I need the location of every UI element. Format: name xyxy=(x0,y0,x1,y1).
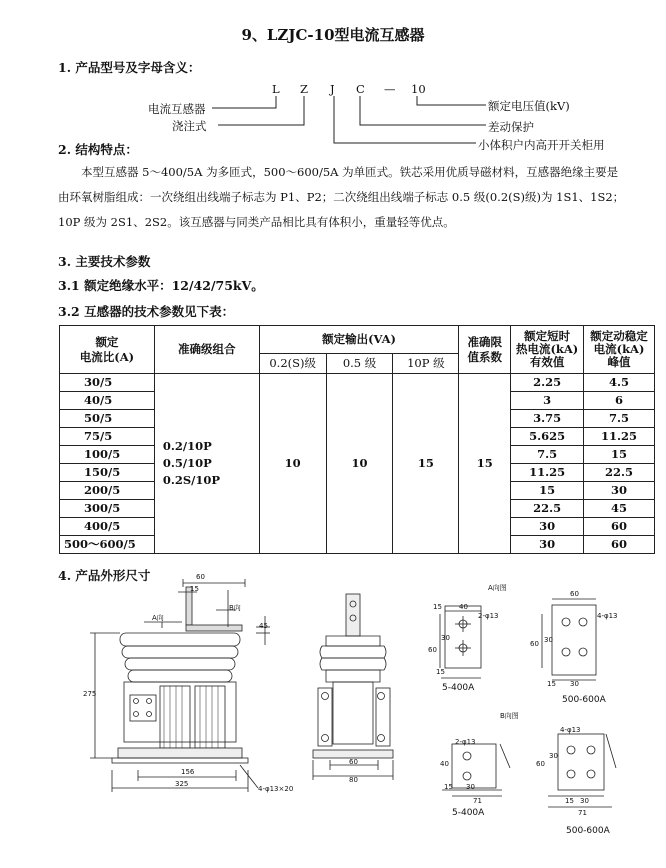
structure-paragraph xyxy=(58,160,654,235)
dim-a2-60b: 60 xyxy=(530,640,539,648)
caption-a-5-400a: 5-400A xyxy=(442,683,475,693)
cell-thermal: 2.25 xyxy=(511,374,584,392)
model-letter-j: J xyxy=(330,82,335,96)
header-out-05: 0.5 级 xyxy=(326,354,393,374)
dim-a2-holes: 4-φ13 xyxy=(597,612,618,620)
header-output: 额定输出(VA) xyxy=(259,326,459,354)
cell-dynamic: 11.25 xyxy=(584,428,655,446)
structure-line-3: 10P 级为 2S1、2S2。该互感器与同类产品相比具有体积小，重量轻等优点。 xyxy=(58,215,455,229)
cell-thermal: 11.25 xyxy=(511,464,584,482)
spec-table xyxy=(59,325,655,554)
model-dash: — xyxy=(384,82,396,96)
header-accuracy: 准确级组合 xyxy=(154,326,259,374)
cell-ratio: 100/5 xyxy=(60,446,155,464)
dim-front-15: 15 xyxy=(190,585,199,593)
header-ratio: 额定 电流比(A) xyxy=(60,326,155,374)
structure-line-2: 由环氧树脂组成：一次绕组出线端子标志为 P1、P2；二次绕组出线端子标志 0.5 级(0.2(S)级)为 1S1、1S2； xyxy=(58,190,625,204)
model-code-leader-lines xyxy=(0,0,666,160)
dim-a2-30: 30 xyxy=(544,636,553,644)
dim-a2-60: 60 xyxy=(570,590,579,598)
dim-b2-60: 60 xyxy=(536,760,545,768)
dim-b2-holes: 4-φ13 xyxy=(560,726,581,734)
cell-thermal: 3 xyxy=(511,392,584,410)
header-out-02s: 0.2(S)级 xyxy=(259,354,326,374)
dim-front-275: 275 xyxy=(83,690,97,698)
dim-front-45: 45 xyxy=(259,622,268,630)
cell-dynamic: 30 xyxy=(584,482,655,500)
header-dynamic: 额定动稳定 电流(kA) 峰值 xyxy=(584,326,655,374)
cell-ratio: 150/5 xyxy=(60,464,155,482)
cell-dynamic: 45 xyxy=(584,500,655,518)
cell-alf: 15 xyxy=(459,374,511,554)
cell-thermal: 5.625 xyxy=(511,428,584,446)
section-3-heading: 3. 主要技术参数 xyxy=(58,254,151,269)
section-4-heading: 4. 产品外形尺寸 xyxy=(58,568,151,583)
label-current-transformer: 电流互感器 xyxy=(148,102,206,116)
dim-side-60: 60 xyxy=(349,758,358,766)
front-view-drawing xyxy=(90,579,270,792)
cell-ratio: 40/5 xyxy=(60,392,155,410)
dim-b1-15: 15 xyxy=(444,783,453,791)
label-small-indoor-switchgear: 小体积户内高开开关柜用 xyxy=(478,138,605,152)
structure-line-1: 本型互感器 5～400/5A 为多匝式，500～600/5A 为单匝式。铁芯采用优质导磁材料，互感器绝缘主要是 xyxy=(81,165,619,179)
cell-thermal: 15 xyxy=(511,482,584,500)
dim-front-60: 60 xyxy=(196,573,205,581)
caption-b-5-400a: 5-400A xyxy=(452,808,485,818)
label-a-direction: A向 xyxy=(152,614,164,622)
section-2-heading: 2. 结构特点： xyxy=(58,142,138,157)
cell-thermal: 30 xyxy=(511,518,584,536)
cell-thermal: 3.75 xyxy=(511,410,584,428)
cell-dynamic: 4.5 xyxy=(584,374,655,392)
cell-out-05: 10 xyxy=(326,374,393,554)
label-b-direction: B向 xyxy=(229,604,241,612)
cell-ratio: 400/5 xyxy=(60,518,155,536)
dim-b2-71: 71 xyxy=(578,809,587,817)
model-letter-c: C xyxy=(356,82,365,96)
dim-a1-60: 60 xyxy=(428,646,437,654)
dim-a1-15: 15 xyxy=(433,603,442,611)
dim-b1-30: 30 xyxy=(466,783,475,791)
caption-a-500-600a: 500-600A xyxy=(562,695,606,705)
model-letter-l: L xyxy=(272,82,280,96)
dim-front-holes: 4-φ13×20 xyxy=(258,785,294,793)
cell-ratio: 500～600/5 xyxy=(60,536,155,554)
page-title: 9、LZJC-10型电流互感器 xyxy=(241,26,425,44)
dim-b1-holes: 2-φ13 xyxy=(455,738,476,746)
dim-a1-30: 30 xyxy=(441,634,450,642)
table-row xyxy=(60,374,655,392)
cell-ratio: 30/5 xyxy=(60,374,155,392)
cell-dynamic: 60 xyxy=(584,518,655,536)
cell-accuracy xyxy=(154,374,259,554)
cell-thermal: 7.5 xyxy=(511,446,584,464)
dim-b2-30b: 30 xyxy=(580,797,589,805)
dim-a1-15b: 15 xyxy=(436,668,445,676)
model-letter-z: Z xyxy=(300,82,308,96)
dim-side-80: 80 xyxy=(349,776,358,784)
cell-dynamic: 60 xyxy=(584,536,655,554)
cell-ratio: 300/5 xyxy=(60,500,155,518)
accuracy-value: 0.2/10P xyxy=(162,439,212,453)
cell-dynamic: 15 xyxy=(584,446,655,464)
cell-dynamic: 7.5 xyxy=(584,410,655,428)
outline-drawings xyxy=(0,575,666,865)
cell-ratio: 50/5 xyxy=(60,410,155,428)
dim-a2-30b: 30 xyxy=(570,680,579,688)
cell-out-10p: 15 xyxy=(393,374,459,554)
section-1-heading: 1. 产品型号及字母含义： xyxy=(58,60,201,75)
dim-a1-holes: 2-φ13 xyxy=(478,612,499,620)
model-voltage: 10 xyxy=(411,82,426,96)
cell-dynamic: 22.5 xyxy=(584,464,655,482)
dim-b2-15: 15 xyxy=(565,797,574,805)
dim-front-156: 156 xyxy=(181,768,195,776)
view-b-title: B向图 xyxy=(500,712,519,720)
dim-front-325: 325 xyxy=(175,780,189,788)
header-thermal: 额定短时 热电流(kA) 有效值 xyxy=(511,326,584,374)
label-differential-protection: 差动保护 xyxy=(488,120,534,134)
cell-thermal: 30 xyxy=(511,536,584,554)
view-a-5-400a-drawing xyxy=(440,606,481,678)
label-cast-type: 浇注式 xyxy=(172,119,207,133)
accuracy-value: 0.2S/10P xyxy=(162,473,221,487)
dim-b1-71: 71 xyxy=(473,797,482,805)
section-3-2: 3.2 互感器的技术参数见下表： xyxy=(58,304,235,319)
cell-ratio: 75/5 xyxy=(60,428,155,446)
view-a-title: A向图 xyxy=(488,584,507,592)
header-out-10p: 10P 级 xyxy=(393,354,459,374)
cell-out-02s: 10 xyxy=(259,374,326,554)
side-view-drawing xyxy=(313,594,393,780)
dim-b1-40: 40 xyxy=(440,760,449,768)
header-alf: 准确限 值系数 xyxy=(459,326,511,374)
accuracy-value: 0.5/10P xyxy=(162,456,212,470)
section-3-1: 3.1 额定绝缘水平：12/42/75kV。 xyxy=(58,278,264,293)
label-rated-voltage: 额定电压值(kV) xyxy=(488,99,570,113)
cell-thermal: 22.5 xyxy=(511,500,584,518)
cell-dynamic: 6 xyxy=(584,392,655,410)
caption-b-500-600a: 500-600A xyxy=(566,826,610,836)
cell-ratio: 200/5 xyxy=(60,482,155,500)
dim-a1-40: 40 xyxy=(459,603,468,611)
dim-a2-15: 15 xyxy=(547,680,556,688)
dim-b2-30: 30 xyxy=(549,752,558,760)
